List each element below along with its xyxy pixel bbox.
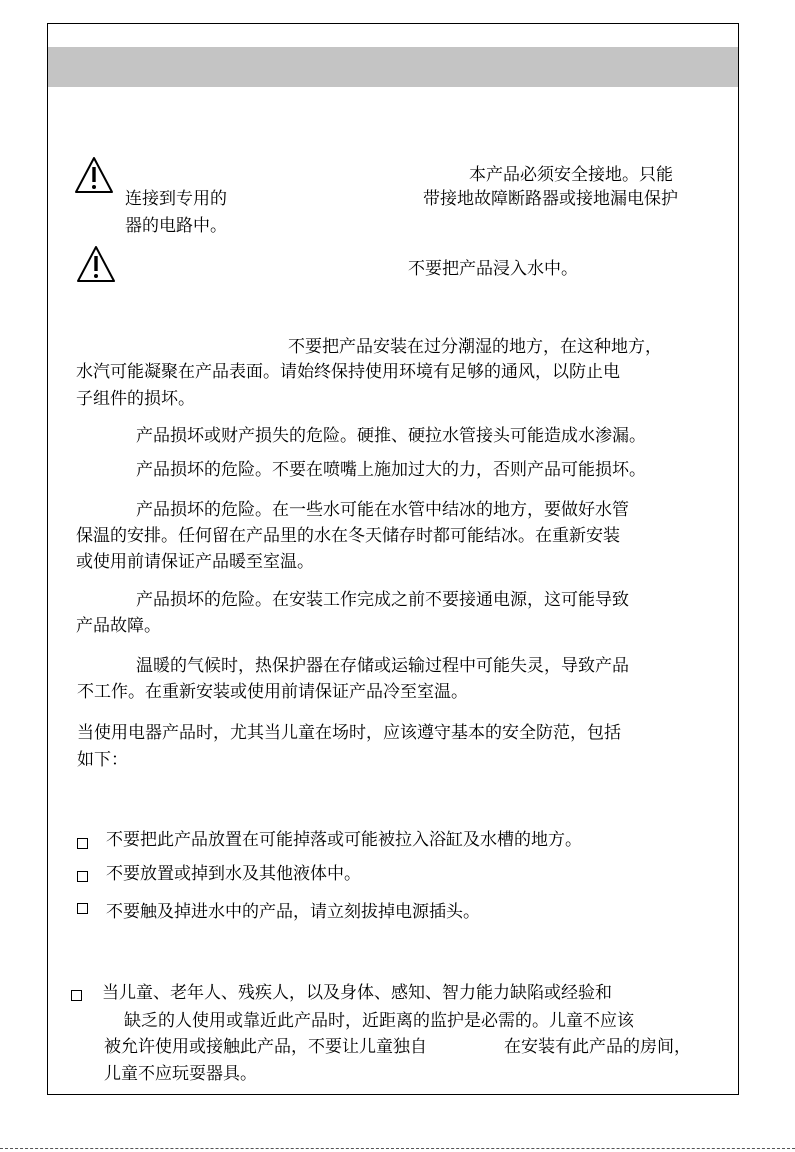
- warning-triangle-icon: [76, 245, 116, 283]
- children-line3-left: 被允许使用或接触此产品，不要让儿童独自: [104, 1037, 427, 1057]
- warning2-text: 不要把产品浸入水中。: [408, 259, 578, 279]
- warning1-line1: 本产品必须安全接地。只能: [469, 165, 673, 185]
- checklist-item-2: 不要放置或掉到水及其他液体中。: [106, 864, 361, 884]
- checklist-item-1: 不要把此产品放置在可能掉落或可能被拉入浴缸及水槽的地方。: [106, 830, 582, 850]
- damage-pipe-text: 产品损坏或财产损失的危险。硬推、硬拉水管接头可能造成水渗漏。: [136, 426, 646, 446]
- humidity-line2: 水汽可能凝聚在产品表面。请始终保持使用环境有足够的通风，以防止电: [76, 362, 620, 382]
- humidity-line3: 子组件的损坏。: [76, 389, 195, 409]
- checklist-item-3: 不要触及掉进水中的产品，请立刻拔掉电源插头。: [106, 902, 480, 922]
- children-line1: 当儿童、老年人、残疾人，以及身体、感知、智力能力缺陷或经验和: [102, 983, 612, 1003]
- warm-line1: 温暖的气候时，热保护器在存储或运输过程中可能失灵，导致产品: [136, 656, 629, 676]
- damage-nozzle-text: 产品损坏的危险。不要在喷嘴上施加过大的力，否则产品可能损坏。: [136, 460, 646, 480]
- children-line4: 儿童不应玩耍器具。: [104, 1064, 257, 1084]
- freeze-line1: 产品损坏的危险。在一些水可能在水管中结冰的地方，要做好水管: [136, 500, 629, 520]
- checkbox-icon: [71, 990, 82, 1001]
- intro-line1: 当使用电器产品时，尤其当儿童在场时，应该遵守基本的安全防范，包括: [77, 723, 621, 743]
- checkbox-icon: [77, 838, 88, 849]
- warning1-line2-right: 带接地故障断路器或接地漏电保护: [423, 189, 678, 209]
- children-line2: 缺乏的人使用或靠近此产品时，近距离的监护是必需的。儿童不应该: [124, 1011, 634, 1031]
- power-line2: 产品故障。: [76, 616, 161, 636]
- humidity-line1: 不要把产品安装在过分潮湿的地方，在这种地方，: [288, 337, 662, 357]
- footer-dashed-line: [0, 1148, 795, 1149]
- power-line1: 产品损坏的危险。在安装工作完成之前不要接通电源，这可能导致: [136, 590, 629, 610]
- intro-line2: 如下：: [77, 750, 128, 770]
- checkbox-icon: [77, 903, 88, 914]
- freeze-line3: 或使用前请保证产品暖至室温。: [76, 552, 314, 572]
- warm-line2: 不工作。在重新安装或使用前请保证产品冷至室温。: [77, 682, 468, 702]
- checkbox-icon: [77, 871, 88, 882]
- children-line3-right: 在安装有此产品的房间，: [504, 1037, 691, 1057]
- warning1-line2-left: 连接到专用的: [125, 189, 227, 209]
- freeze-line2: 保温的安排。任何留在产品里的水在冬天储存时都可能结冰。在重新安装: [76, 526, 620, 546]
- warning-triangle-icon: [74, 156, 114, 194]
- section-header-bar: [48, 47, 738, 87]
- warning1-line3: 器的电路中。: [125, 216, 227, 236]
